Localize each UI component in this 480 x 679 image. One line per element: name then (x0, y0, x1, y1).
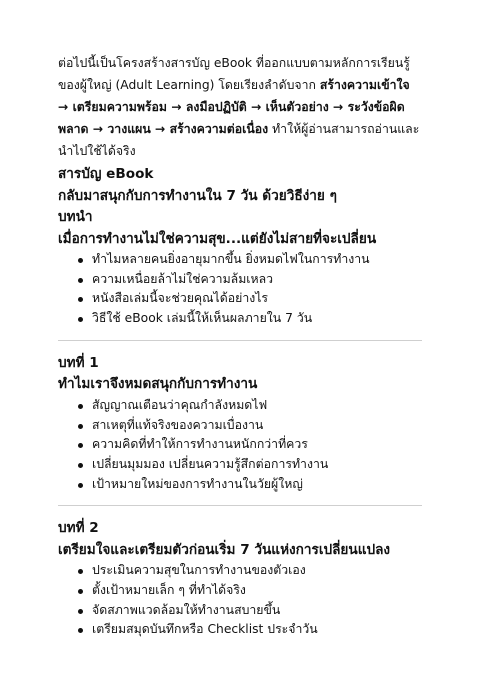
list-item: ทำไมหลายคนยิ่งอายุมากขึ้น ยิ่งหมดไฟในการทำงาน (78, 250, 422, 270)
intro-text-end: ทำให้ผู้อ่านสามารถอ่านและนำไปใช้ได้จริง (58, 122, 420, 158)
intro-text-start: ต่อไปนี้เป็นโครงสร้างสารบัญ eBook ที่ออกแบบตามหลักการเรียนรู้ของผู้ใหญ่ (Adult Learning) โดยเรียงลำดับจาก (58, 56, 410, 92)
list-item: หนังสือเล่มนี้จะช่วยคุณได้อย่างไร (78, 289, 422, 309)
intro-chapter-label: บทนำ (58, 209, 93, 225)
list-item: ความคิดที่ทำให้การทำงานหนักกว่าที่ควร (78, 435, 422, 455)
chapter1-title: ทำไมเราจึงหมดสนุกกับการทำงาน (58, 376, 258, 393)
chapter2-title: เตรียมใจและเตรียมตัวก่อนเริ่ม 7 วันแห่งการเปลี่ยนแปลง (58, 541, 391, 558)
section-divider (58, 505, 422, 506)
section-divider (58, 340, 422, 341)
list-item: สาเหตุที่แท้จริงของความเบื่องาน (78, 416, 422, 436)
intro-learning-sequence: สร้างความเข้าใจ → เตรียมความพร้อม → ลงมือปฏิบัติ → เห็นตัวอย่าง → ระวังข้อผิดพลาด → วางแผน → สร้างความต่อเนื่อง (58, 78, 410, 136)
list-item: จัดสภาพแวดล้อมให้ทำงานสบายขึ้น (78, 601, 422, 621)
intro-chapter-list (58, 250, 422, 329)
list-item: วิธีใช้ eBook เล่มนี้ให้เห็นผลภายใน 7 วัน (78, 309, 422, 329)
book-title: กลับมาสนุกกับการทำงานใน 7 วัน ด้วยวิธีง่าย ๆ (58, 187, 337, 204)
toc-title: สารบัญ eBook (58, 166, 154, 182)
chapter1-list (58, 396, 422, 495)
chapter1-label: บทที่ 1 (58, 354, 99, 371)
intro-paragraph (58, 52, 422, 162)
list-item: ตั้งเป้าหมายเล็ก ๆ ที่ทำได้จริง (78, 581, 422, 601)
list-item: เป้าหมายใหม่ของการทำงานในวัยผู้ใหญ่ (78, 475, 422, 495)
intro-chapter-title: เมื่อการทำงานไม่ใช่ความสุข...แต่ยังไม่สายที่จะเปลี่ยน (58, 230, 377, 247)
list-item: เปลี่ยนมุมมอง เปลี่ยนความรู้สึกต่อการทำงาน (78, 455, 422, 475)
list-item: ความเหนื่อยล้าไม่ใช่ความล้มเหลว (78, 270, 422, 290)
list-item: เตรียมสมุดบันทึกหรือ Checklist ประจำวัน (78, 620, 422, 640)
list-item: ประเมินความสุขในการทำงานของตัวเอง (78, 561, 422, 581)
list-item: สัญญาณเตือนว่าคุณกำลังหมดไฟ (78, 396, 422, 416)
chapter2-label: บทที่ 2 (58, 520, 99, 537)
chapter2-list (58, 561, 422, 640)
